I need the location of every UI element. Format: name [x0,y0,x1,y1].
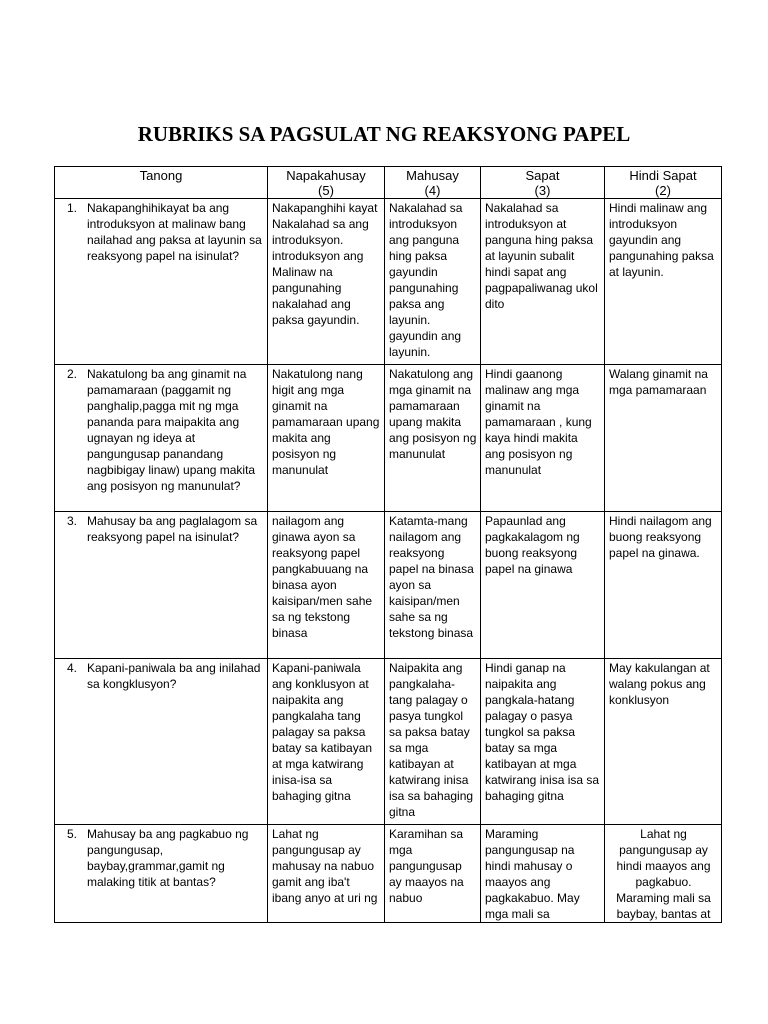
mahusay-cell: Nakalahad sa introduksyon ang panguna hing paksa gayundin pangunahing paksa ang layunin. gayundin ang layunin. [385,199,481,365]
question-number: 2. [66,367,77,381]
header-sapat [481,167,605,199]
sapat-cell: Papaunlad ang pagkakalagom ng buong reaksyong papel na ginawa [481,512,605,659]
question-cell [55,512,268,659]
question-cell [55,825,268,923]
question-text: Mahusay ba ang paglalagom sa reaksyong papel na isinulat? [87,514,258,544]
table-row [55,659,722,825]
rubric-table [54,166,722,923]
mahusay-cell: Naipakita ang pangkalaha-tang palagay o pasya tungkol sa paksa batay sa mga katibayan at katwirang inisa isa sa bahaging gitna [385,659,481,825]
header-label: Hindi Sapat [629,168,697,183]
question-text: Kapani-paniwala ba ang inilahad sa kongklusyon? [87,661,261,691]
hindi-sapat-cell: Hindi malinaw ang introduksyon gayundin ang pangunahing paksa at layunin. [605,199,722,365]
question-number: 4. [66,661,77,675]
question-text: Nakapanghihikayat ba ang introduksyon at malinaw bang nailahad ang paksa at layunin sa reaksyong papel na isinulat? [87,201,262,263]
hindi-sapat-cell: May kakulangan at walang pokus ang konklusyon [605,659,722,825]
hindi-sapat-cell: Hindi nailagom ang buong reaksyong papel na ginawa. [605,512,722,659]
table-row [55,199,722,365]
sapat-cell: Nakalahad sa introduksyon at panguna hing paksa at layunin subalit hindi sapat ang pagpapaliwanag ukol dito [481,199,605,365]
hindi-sapat-cell: Lahat ng pangungusap ay hindi maayos ang pagkabuo. Maraming mali sa baybay, bantas at [605,825,722,923]
header-mahusay [385,167,481,199]
table-row [55,512,722,659]
question-cell [55,199,268,365]
header-score: (5) [318,183,334,198]
sapat-cell: Hindi gaanong malinaw ang mga ginamit na pamamaraan , kung kaya hindi makita ang posisyon ng manunulat [481,365,605,512]
header-score: (3) [534,183,551,198]
question-number: 3. [66,514,77,528]
question-cell [55,659,268,825]
header-score: (2) [655,183,671,198]
question-number: 5. [66,827,77,841]
question-cell [55,365,268,512]
header-napakahusay [268,167,385,199]
header-hindi-sapat [605,167,722,199]
mahusay-cell: Karamihan sa mga pangungusap ay maayos na nabuo [385,825,481,923]
mahusay-cell: Nakatulong ang mga ginamit na pamamaraan upang makita ang posisyon ng manunulat [385,365,481,512]
page-title: RUBRIKS SA PAGSULAT NG REAKSYONG PAPEL [137,122,631,146]
header-tanong [55,167,268,199]
napakahusay-cell: Nakapanghihi kayat Nakalahad sa ang introduksyon. introduksyon ang Malinaw na pangunahing nakalahad ang paksa gayundin. [268,199,385,365]
napakahusay-cell: Kapani-paniwala ang konklusyon at naipakita ang pangkalaha tang palagay sa paksa batay sa katibayan at mga katwirang inisa-isa sa bahaging gitna [268,659,385,825]
mahusay-cell: Katamta-mang nailagom ang reaksyong papel na binasa ayon sa kaisipan/men sahe sa ng tekstong binasa [385,512,481,659]
napakahusay-cell: Lahat ng pangungusap ay mahusay na nabuo gamit ang iba't ibang anyo at uri ng [268,825,385,923]
header-label: Sapat [525,168,560,183]
question-number: 1. [66,201,77,215]
question-text: Mahusay ba ang pagkabuo ng pangungusap, baybay,grammar,gamit ng malaking titik at bantas? [87,827,249,889]
sapat-cell: Hindi ganap na naipakita ang pangkala-hatang palagay o pasya tungkol sa paksa batay sa mga katibayan at mga katwirang inisa isa sa bahaging gitna [481,659,605,825]
header-label: Tanong [139,168,183,183]
napakahusay-cell: nailagom ang ginawa ayon sa reaksyong papel pangkabuuang na binasa ayon kaisipan/men sahe sa ng tekstong binasa [268,512,385,659]
header-row [55,167,722,199]
hindi-sapat-cell: Walang ginamit na mga pamamaraan [605,365,722,512]
napakahusay-cell: Nakatulong nang higit ang mga ginamit na pamamaraan upang makita ang posisyon ng manunulat [268,365,385,512]
table-row [55,825,722,923]
table-row [55,365,722,512]
header-label: Mahusay [406,168,459,183]
sapat-cell: Maraming pangungusap na hindi mahusay o maayos ang pagkakabuo. May mga mali sa [481,825,605,923]
header-label: Napakahusay [286,168,366,183]
header-score: (4) [424,183,441,198]
question-text: Nakatulong ba ang ginamit na pamamaraan (paggamit ng panghalip,pagga mit ng mga pananda para maipakita ang ugnayan ng ideya at pangungusap panandang nagbibigay linaw) upang makita ang posisyon ng manunulat? [87,367,256,493]
